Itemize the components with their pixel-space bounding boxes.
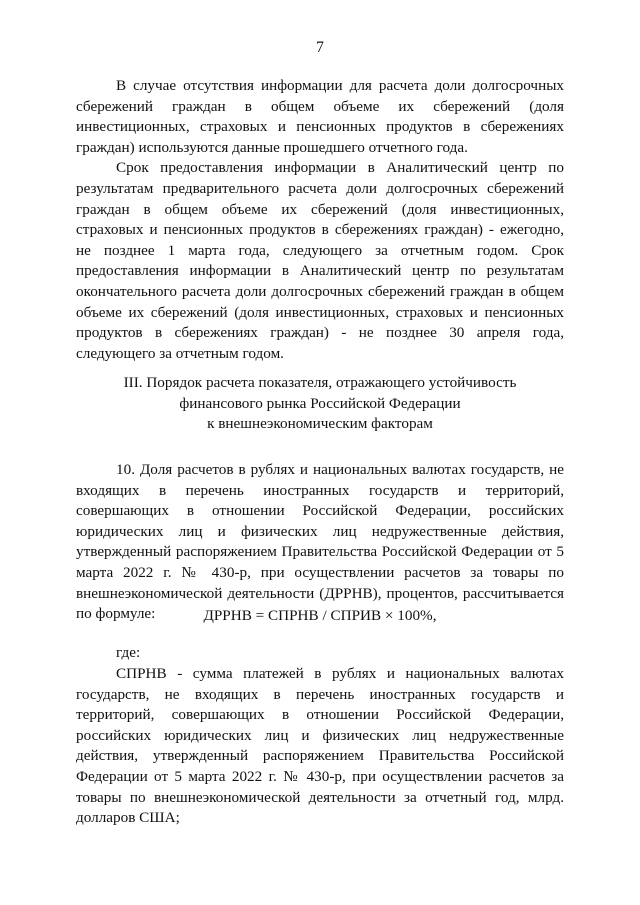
section-heading-line-3: к внешнеэкономическим факторам [207, 415, 433, 433]
top-paragraphs [76, 76, 564, 364]
where-label: где: [116, 644, 141, 661]
paragraph-missing-info: В случае отсутствия информации для расчета доли долгосрочных сбережений граждан в общем объеме их сбережений (доля инвестиционных, страховых и пенсионных продуктов в сбережениях граждан) используются данные прошедшего отчетного года. [76, 77, 564, 156]
definition-block [76, 664, 564, 829]
formula: ДРРНВ = СПРНВ / СПРИВ × 100%, [203, 607, 437, 624]
paragraph-10-block [76, 460, 564, 625]
paragraph-10: 10. Доля расчетов в рублях и национальных валютах государств, не входящих в перечень иностранных государств и территорий, совершающих в отношении Российской Федерации, российских юридических лиц и физических лиц недружественные действия, утвержденный распоряжением Правительства Российской Федерации от 5 марта 2022 г. № 430-р, при осуществлении расчетов за товары по внешнеэкономической деятельности (ДРРНВ), процентов, рассчитывается по формуле: [76, 461, 564, 623]
section-heading [76, 373, 564, 435]
page-number: 7 [316, 39, 324, 56]
definition-sprnv: СПРНВ - сумма платежей в рублях и национальных валютах государств, не входящих в перечень иностранных государств и территорий, совершающих в отношении Российской Федерации, российских юридических лиц и физических лиц недружественные действия, утвержденный распоряжением Правительства Российской Федерации от 5 марта 2022 г. № 430-р, при осуществлении расчетов за товары по внешнеэкономической деятельности за отчетный год, млрд. долларов США; [76, 665, 564, 827]
section-heading-line-1: III. Порядок расчета показателя, отражающего устойчивость [123, 374, 517, 391]
paragraph-deadline: Срок предоставления информации в Аналитический центр по результатам предварительного расчета доли долгосрочных сбережений граждан в общем объеме их сбережений (доля инвестиционных, страховых и пенсионных продуктов в сбережениях граждан) - ежегодно, не позднее 1 марта года, следующего за отчетным годом. Срок предоставления информации в Аналитический центр по результатам окончательного расчета доли долгосрочных сбережений граждан в общем объеме их сбережений (доля инвестиционных, страховых и пенсионных продуктов в сбережениях граждан) - не позднее 30 апреля года, следующего за отчетным годом. [76, 159, 564, 362]
section-heading-line-2: финансового рынка Российской Федерации [179, 394, 461, 412]
